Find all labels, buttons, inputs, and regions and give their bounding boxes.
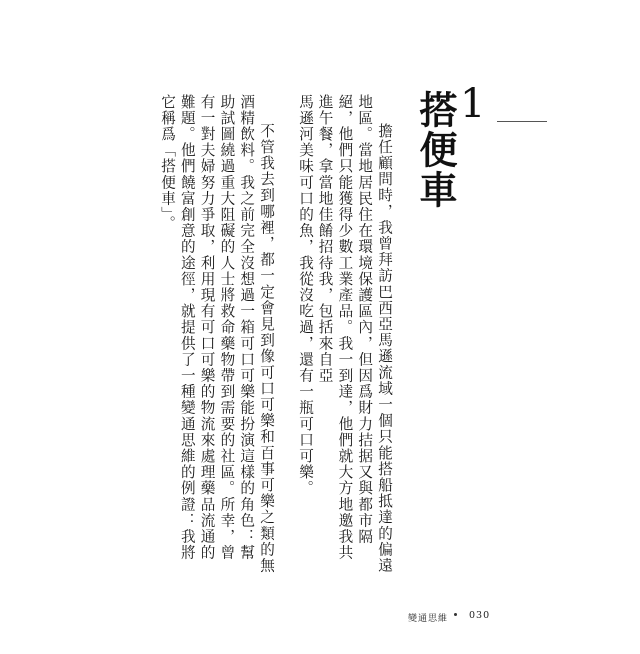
running-footer-title: 變通思維 bbox=[408, 614, 449, 624]
chapter-rule bbox=[497, 121, 547, 122]
body-text bbox=[159, 94, 394, 654]
chapter-number: 1 bbox=[460, 81, 486, 127]
chapter-title: 搭便車 bbox=[413, 90, 458, 210]
page-number: 030 bbox=[469, 610, 491, 621]
paragraph-2: 不管我去到哪裡，都一定會見到像可口可樂和百事可樂之類的無酒精飲料。我之前完全沒想過一箱可口可樂能扮演這樣的角色：幫助試圖繞過重大阻礙的人士將救命藥物帶到需要的社區。所幸，曾有一對夫婦努力爭取，利用現有可口可樂的物流來處理藥品流通的難題。他們饒富創意的途徑，就提供了一種變通思維的例證：我將它稱爲「搭便車」。 bbox=[159, 94, 275, 574]
paragraph-1-continued: 馬遜河美味可口的魚，我從沒吃過，還有一瓶可口可樂。 bbox=[297, 94, 314, 497]
footer-separator-dot bbox=[454, 613, 457, 616]
paragraph-1: 擔任顧問時，我曾拜訪巴西亞馬遜流域一個只能搭船抵達的偏遠地區。當地居民住在環境保護區內，但因爲財力拮据又與都市隔絕，他們只能獲得少數工業產品。我一到達，他們就大方地邀我共進午餐，拿當地佳餚招待我，包括來自亞 bbox=[316, 94, 393, 574]
